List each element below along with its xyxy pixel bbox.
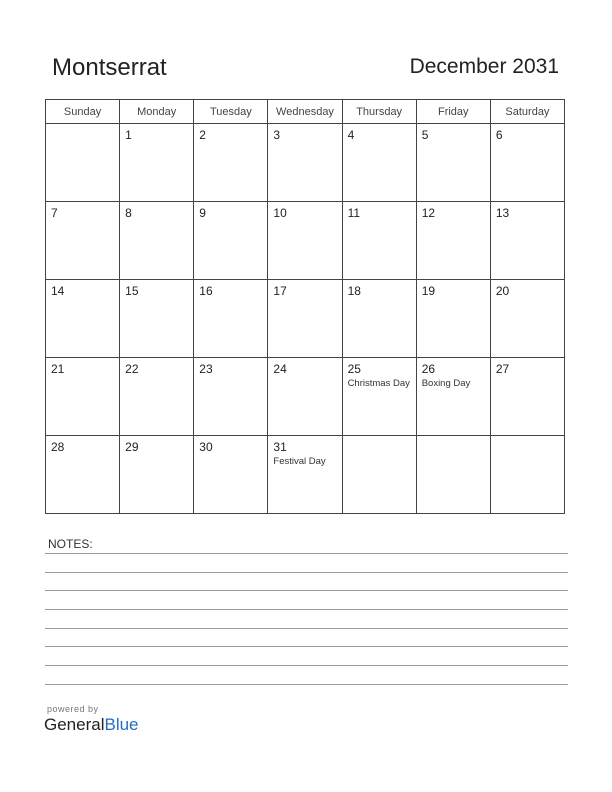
note-line: [45, 572, 568, 573]
day-number: 31: [273, 440, 287, 454]
calendar-week-row: [46, 358, 565, 436]
day-number: 26: [421, 362, 436, 376]
day-number: 22: [125, 362, 139, 376]
day-cell: [194, 436, 268, 514]
day-cell: [416, 280, 490, 358]
brand-name-blue: Blue: [104, 715, 139, 734]
day-cell: [46, 436, 120, 514]
day-cell: [268, 124, 342, 202]
note-line: [45, 684, 568, 685]
day-number: 2: [199, 128, 206, 142]
day-number: 17: [273, 284, 287, 298]
holiday-label: Christmas Day: [347, 378, 410, 389]
day-number: 13: [495, 206, 510, 220]
day-number: 19: [421, 284, 436, 298]
day-number: 11: [347, 206, 361, 220]
day-cell: [416, 436, 490, 514]
day-cell: [194, 202, 268, 280]
day-number: 1: [125, 128, 132, 142]
month-year-title: December 2031: [409, 55, 559, 78]
day-number: 21: [51, 362, 65, 376]
day-cell: [194, 280, 268, 358]
day-cell: [416, 358, 490, 436]
day-cell: [342, 436, 416, 514]
day-cell: [268, 280, 342, 358]
day-number: 23: [199, 362, 213, 376]
note-line: [45, 628, 568, 629]
day-number: 29: [125, 440, 139, 454]
day-number: 5: [421, 128, 429, 142]
day-number: 27: [495, 362, 510, 376]
day-number: 20: [495, 284, 510, 298]
day-number: 16: [199, 284, 213, 298]
day-cell: [120, 358, 194, 436]
day-number: 10: [273, 206, 287, 220]
day-cell: [268, 202, 342, 280]
day-cell: [342, 358, 416, 436]
day-cell: [342, 280, 416, 358]
calendar-week-row: [46, 124, 565, 202]
day-cell: [120, 202, 194, 280]
holiday-label: Boxing Day: [421, 378, 471, 389]
day-cell: [120, 280, 194, 358]
powered-by-text: powered by: [47, 704, 99, 714]
day-number: 7: [51, 206, 58, 220]
day-number: 6: [495, 128, 503, 142]
day-cell: [46, 202, 120, 280]
day-cell: [120, 124, 194, 202]
day-cell: [46, 280, 120, 358]
day-cell: [120, 436, 194, 514]
note-line: [45, 665, 568, 666]
day-cell: [342, 202, 416, 280]
weekday-header: Thursday: [342, 100, 416, 124]
day-cell: [268, 436, 342, 514]
calendar-week-row: [46, 436, 565, 514]
day-number: 8: [125, 206, 132, 220]
day-cell: [416, 124, 490, 202]
weekday-header: Tuesday: [194, 100, 268, 124]
day-number: 30: [199, 440, 213, 454]
day-cell: [490, 124, 564, 202]
note-line: [45, 553, 568, 554]
day-cell: [416, 202, 490, 280]
brand-name-general: General: [44, 715, 105, 734]
calendar-week-row: [46, 202, 565, 280]
note-line: [45, 590, 568, 591]
day-cell: [490, 436, 564, 514]
day-number: 18: [347, 284, 361, 298]
day-cell: [46, 358, 120, 436]
day-number: 4: [347, 128, 355, 142]
weekday-header: Friday: [416, 100, 490, 124]
holiday-label: Festival Day: [273, 456, 326, 467]
day-number: 28: [51, 440, 65, 454]
country-title: Montserrat: [52, 54, 167, 81]
day-cell: [194, 358, 268, 436]
day-number: 12: [421, 206, 436, 220]
day-cell: [46, 124, 120, 202]
brand-name: [44, 715, 139, 735]
calendar-grid: [45, 99, 565, 514]
day-number: 15: [125, 284, 139, 298]
note-line: [45, 646, 568, 647]
weekday-header: Sunday: [46, 100, 120, 124]
weekday-header: Monday: [120, 100, 194, 124]
day-cell: [268, 358, 342, 436]
generalblue-logo: [44, 704, 139, 735]
calendar-week-row: [46, 280, 565, 358]
day-cell: [490, 358, 564, 436]
day-cell: [490, 280, 564, 358]
day-number: 9: [199, 206, 206, 220]
day-cell: [490, 202, 564, 280]
notes-label: NOTES:: [48, 537, 93, 551]
day-number: 14: [51, 284, 65, 298]
weekday-header: Wednesday: [268, 100, 342, 124]
day-number: 3: [273, 128, 281, 142]
day-number: 25: [347, 362, 361, 376]
day-cell: [194, 124, 268, 202]
weekday-header-row: [46, 100, 565, 124]
day-cell: [342, 124, 416, 202]
note-line: [45, 609, 568, 610]
day-number: 24: [273, 362, 287, 376]
weekday-header: Saturday: [490, 100, 564, 124]
